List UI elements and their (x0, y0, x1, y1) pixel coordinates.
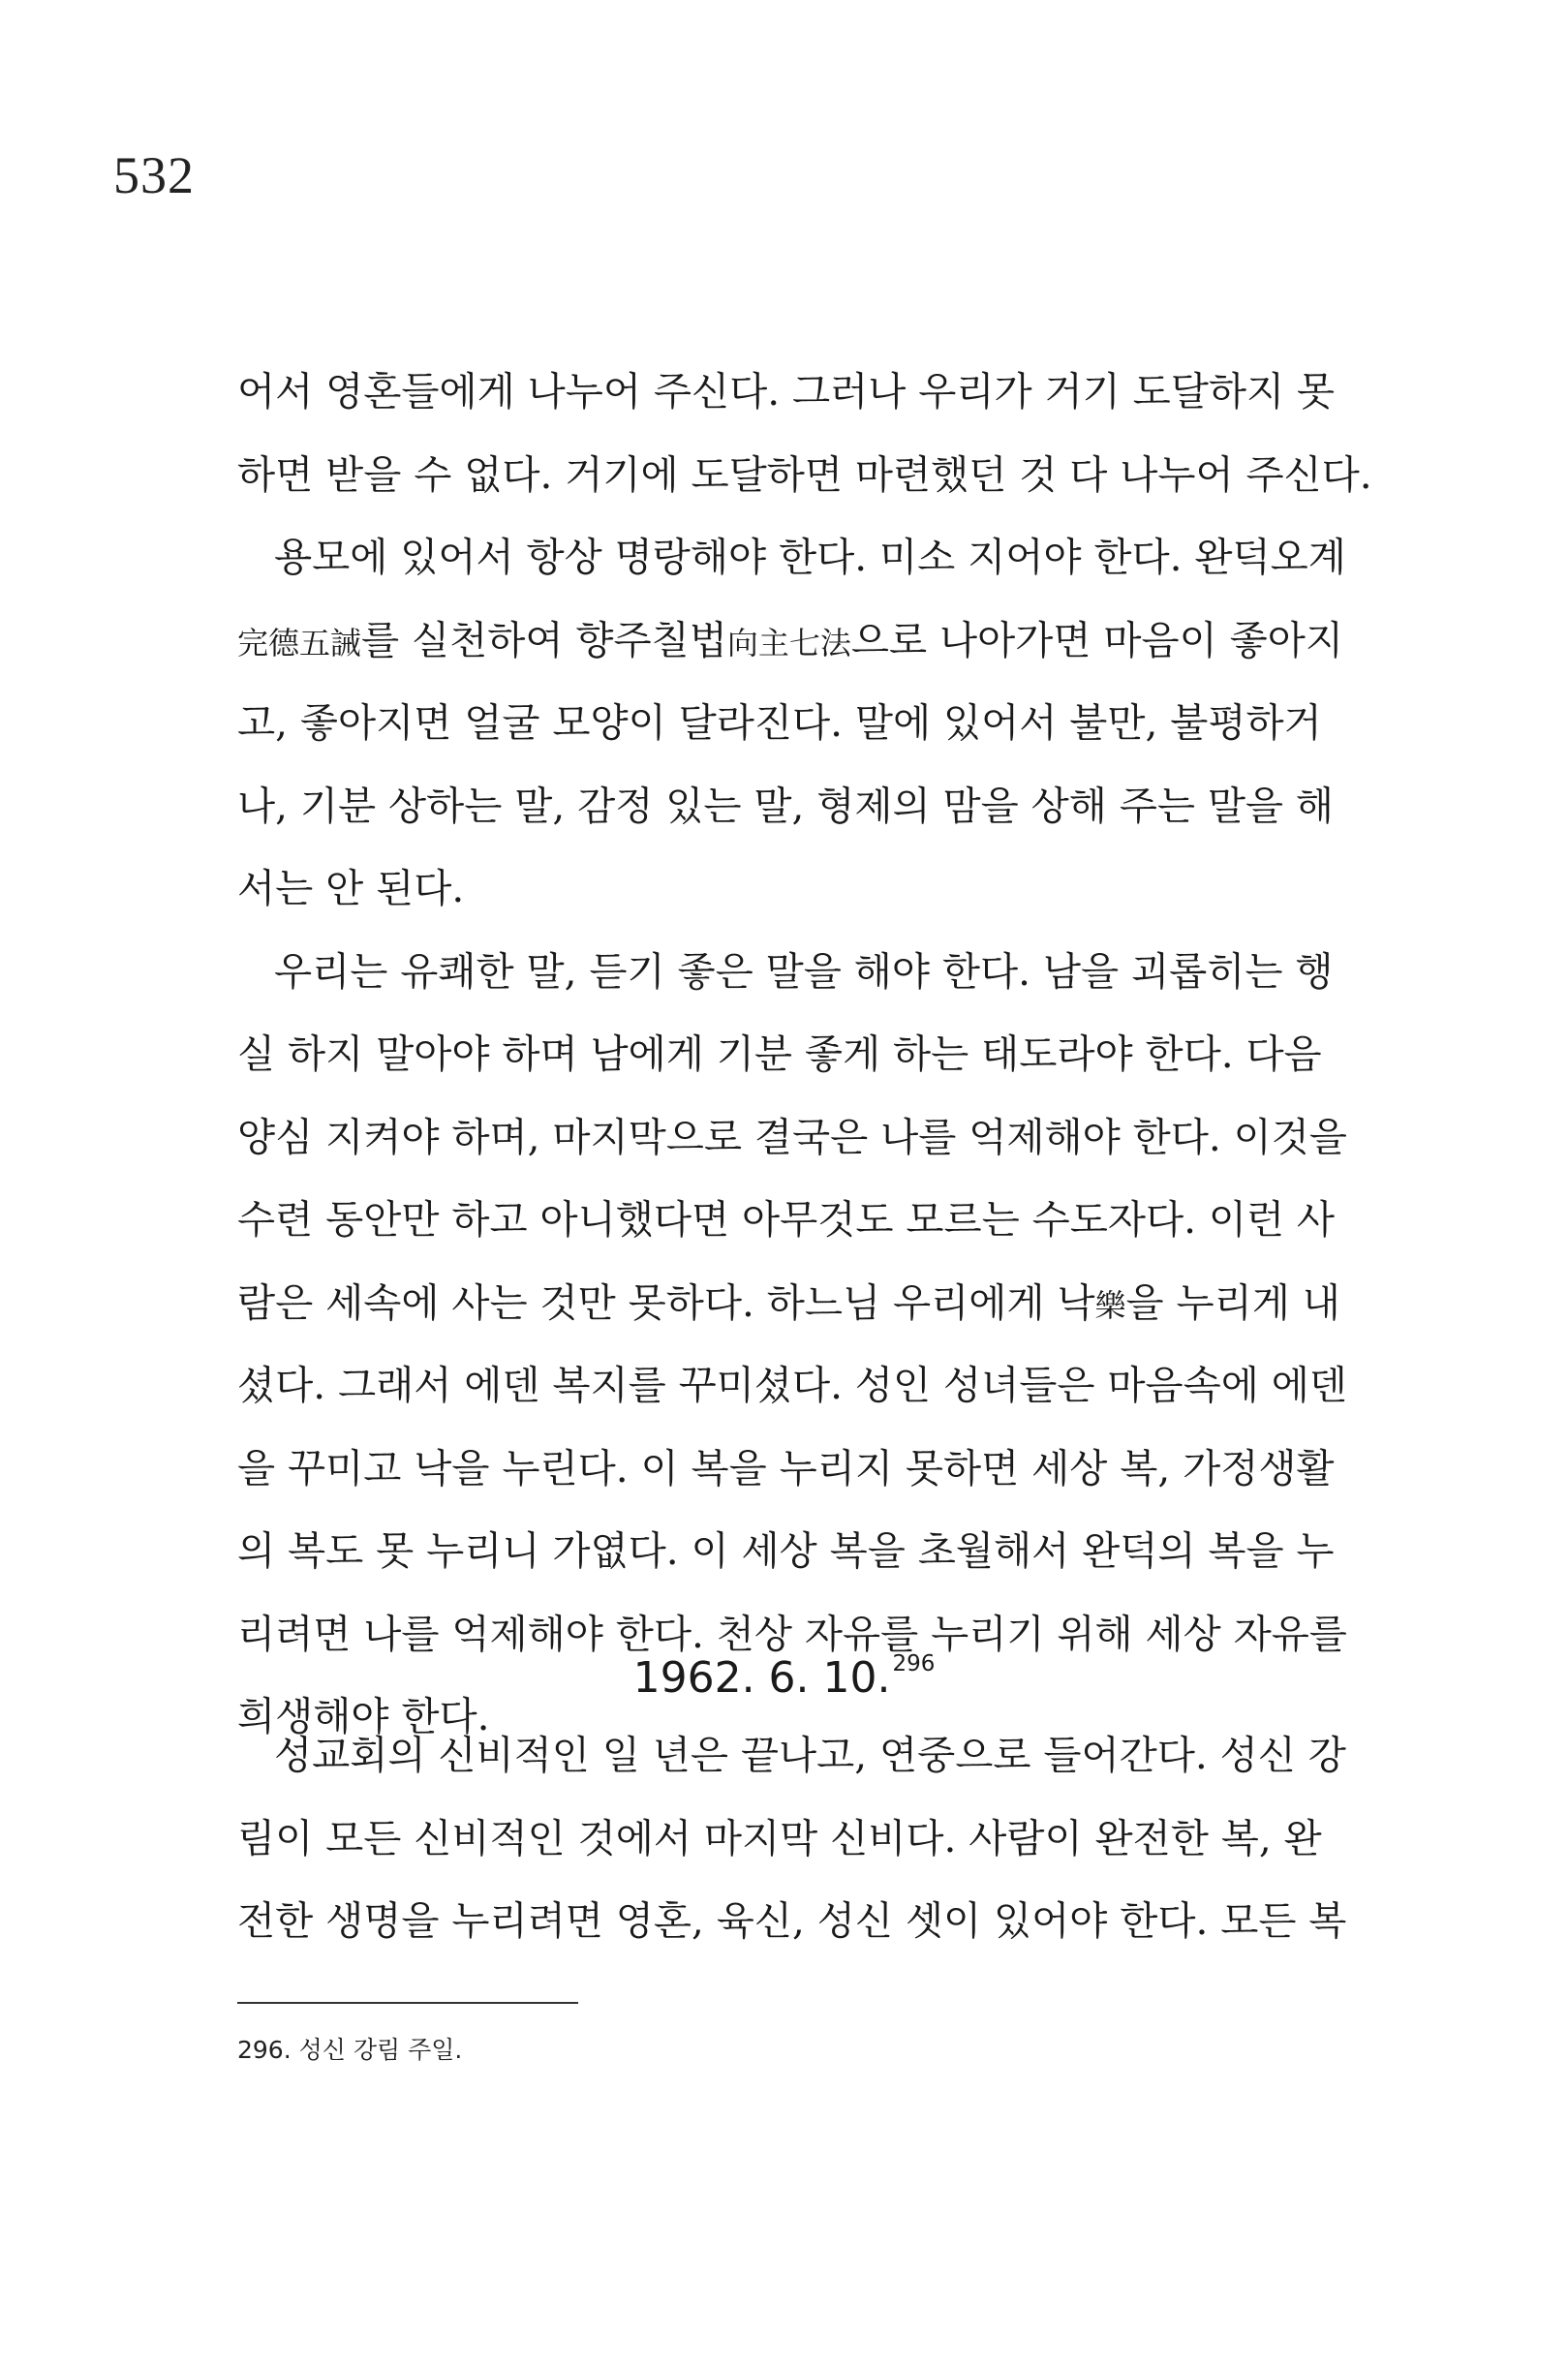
text-run: 나, 기분 상하는 말, 감정 있는 말, 형제의 맘을 상해 주는 말을 해 (237, 782, 1335, 829)
text-line (237, 1510, 1335, 1593)
text-run: 리려면 나를 억제해야 한다. 천상 자유를 누리기 위해 세상 자유를 (237, 1610, 1347, 1657)
section-heading (0, 1651, 1568, 1703)
text-run: 의 복도 못 누리니 가엾다. 이 세상 복을 초월해서 완덕의 복을 누 (237, 1527, 1335, 1574)
text-line (237, 600, 1343, 683)
body-text-after-heading (237, 1714, 1347, 1963)
text-run: 고, 좋아지면 얼굴 모양이 달라진다. 말에 있어서 불만, 불평하거 (237, 699, 1322, 746)
text-run: 용모에 있어서 항상 명랑해야 한다. 미소 지어야 한다. 완덕오계 (274, 534, 1346, 580)
text-run: 수련 동안만 하고 아니했다면 아무것도 모르는 수도자다. 이런 사 (237, 1196, 1336, 1243)
text-line (237, 847, 1314, 931)
text-run: 를 실천하여 향주칠법 (361, 616, 727, 663)
text-run: 희생해야 한다. (237, 1693, 490, 1739)
text-run: 을 누리게 내 (1125, 1278, 1340, 1326)
text-line (237, 434, 1372, 517)
text-line (237, 1013, 1322, 1096)
text-line (237, 1262, 1340, 1345)
text-run: 우리는 유쾌한 말, 듣기 좋은 말을 해야 한다. 남을 괴롭히는 행 (274, 947, 1334, 995)
text-line (237, 351, 1336, 434)
text-line (237, 1096, 1347, 1180)
text-run: 서는 안 된다. (237, 865, 465, 911)
text-line (237, 1880, 1347, 1963)
page-number: 532 (113, 146, 195, 204)
body-text-before-heading (237, 351, 1372, 1759)
text-run: 람은 세속에 사는 것만 못하다. 하느님 우리에게 낙 (237, 1278, 1095, 1326)
text-line (237, 931, 1334, 1014)
text-line (237, 682, 1322, 765)
text-line (237, 516, 1346, 600)
text-run: 하면 받을 수 없다. 거기에 도달하면 마련했던 것 다 나누어 주신다. (237, 450, 1372, 498)
hanja-annotation: 完德五誡 (237, 624, 362, 661)
text-line (237, 1798, 1322, 1881)
text-run: 셨다. 그래서 에덴 복지를 꾸미셨다. 성인 성녀들은 마음속에 에덴 (237, 1362, 1347, 1408)
footnote-divider (237, 2002, 578, 2004)
text-line (237, 765, 1335, 848)
text-run: 실 하지 말아야 하며 남에게 기분 좋게 하는 태도라야 한다. 다음 (237, 1030, 1322, 1077)
text-run: 어서 영혼들에게 나누어 주신다. 그러나 우리가 거기 도달하지 못 (237, 368, 1336, 415)
text-line (237, 1428, 1335, 1511)
text-line (237, 1714, 1346, 1798)
footnote-reference: 296 (892, 1651, 936, 1676)
text-line (237, 1179, 1336, 1262)
text-run: 성교회의 신비적인 일 년은 끝나고, 연중으로 들어간다. 성신 강 (274, 1732, 1346, 1778)
text-line (237, 1344, 1347, 1428)
text-run: 을 꾸미고 낙을 누린다. 이 복을 누리지 못하면 세상 복, 가정생활 (237, 1444, 1335, 1492)
text-run: 으로 나아가면 마음이 좋아지 (850, 616, 1343, 663)
hanja-annotation: 樂 (1094, 1286, 1126, 1324)
text-run: 양심 지켜야 하며, 마지막으로 결국은 나를 억제해야 한다. 이것을 (237, 1113, 1347, 1160)
section-date: 1962. 6. 10. (632, 1653, 891, 1703)
footnote: 296. 성신 강림 주일. (237, 2036, 463, 2064)
text-run: 림이 모든 신비적인 것에서 마지막 신비다. 사람이 완전한 복, 완 (237, 1814, 1322, 1861)
hanja-annotation: 向主七法 (726, 624, 851, 661)
text-run: 전한 생명을 누리려면 영혼, 육신, 성신 셋이 있어야 한다. 모든 복 (237, 1897, 1347, 1944)
